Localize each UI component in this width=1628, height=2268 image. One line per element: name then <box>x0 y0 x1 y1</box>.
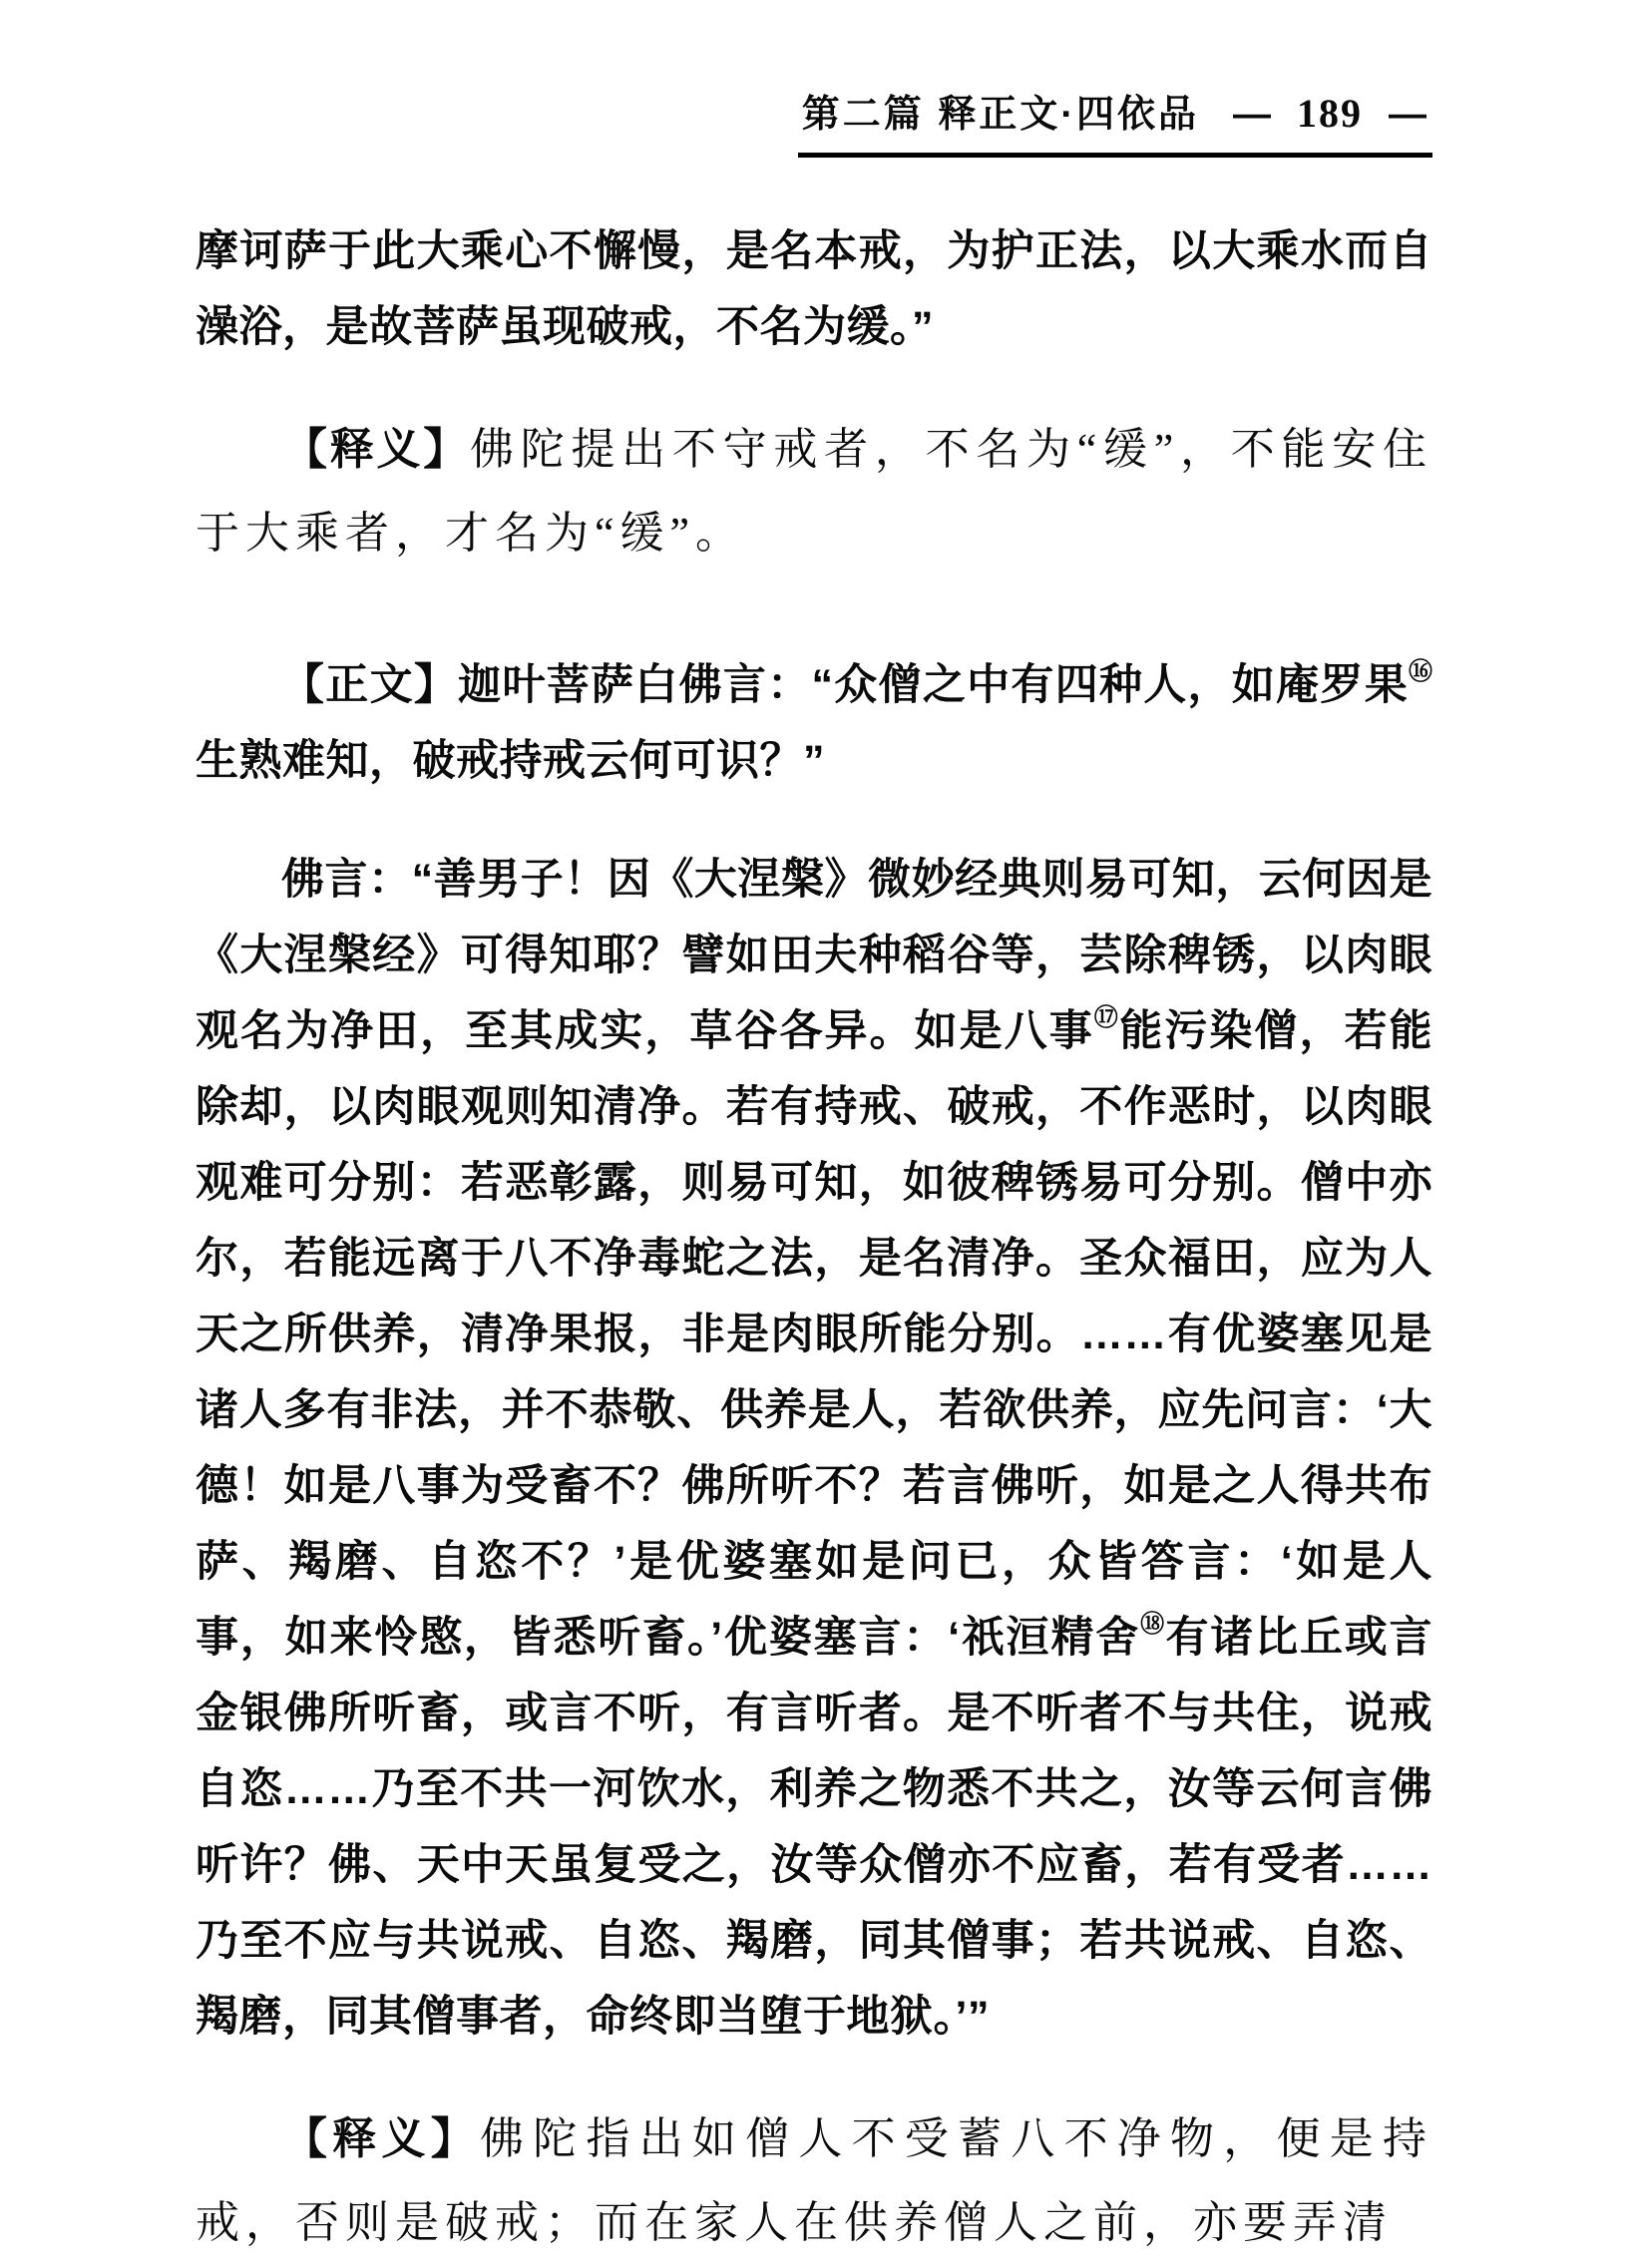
footnote-ref-16: ⑯ <box>1409 658 1433 685</box>
zhengwen-intro-text-b: 生熟难知，破戒持戒云何可识？” <box>196 737 825 785</box>
zhengwen-intro-text-a: 迦叶菩萨白佛言：“众僧之中有四种人，如庵罗果 <box>458 661 1410 709</box>
page-number: 189 <box>1297 91 1363 136</box>
zhengwen-body-text-a: 佛言：“善男子！因《大涅槃》微妙经典则易可知，云何因是《大涅槃经》可得知耶？譬如田夫种稻谷等，芸除稗锈，以肉眼观名为净田，至其成实，草谷各异。如是八事 <box>196 856 1432 1055</box>
running-head <box>196 90 1432 158</box>
section-title: 第二篇 释正文·四依品 <box>801 94 1199 136</box>
shiyi-2-text: 佛陀指出如僧人不受蓄八不净物，便是持戒，否则是破戒；而在家人在供养僧人之前，亦要弄清 <box>196 2114 1432 2247</box>
paragraph-sutra-continuation <box>196 213 1432 365</box>
running-head-rule <box>798 90 1432 158</box>
page-number-dash-right: — <box>1389 94 1426 136</box>
zhengwen-body-text-b: 能污染僧，若能除却，以肉眼观则知清净。若有持戒、破戒，不作恶时，以肉眼观难可分别：若恶彰露，则易可知，如彼稗锈易可分别。僧中亦尔，若能远离于八不净毒蛇之法，是名清净。圣众福田，应为人天之所供养，清净果报，非是肉眼所能分别。……有优婆塞见是诸人多有非法，并不恭敬、供养是人，若欲供养，应先问言：‘大德！如是八事为受畜不？佛所听不？若言佛听，如是之人得共布萨、羯磨、自恣不？’是优婆塞如是问已，众皆答言：‘如是人事，如来怜愍，皆悉听畜。’优婆塞言：‘祇洹精舍 <box>196 1007 1433 1662</box>
paragraph-shiyi-2 <box>196 2097 1432 2265</box>
paragraph-zhengwen-intro <box>196 647 1432 799</box>
zhengwen-label: 【正文】 <box>281 661 459 709</box>
shiyi-label: 【释义】 <box>283 425 470 474</box>
sutra-continuation-text: 摩诃萨于此大乘心不懈慢，是名本戒，为护正法，以大乘水而自澡浴，是故菩萨虽现破戒，不名为缓。” <box>196 227 1432 351</box>
shiyi-1-text: 佛陀提出不守戒者，不名为“缓”，不能安住于大乘者，才名为“缓”。 <box>196 425 1433 558</box>
paragraph-shiyi-1 <box>196 408 1432 575</box>
footnote-ref-18: ⑱ <box>1140 1611 1166 1638</box>
paragraph-zhengwen-body <box>196 842 1432 2055</box>
footnote-ref-17: ⑰ <box>1093 1004 1120 1031</box>
shiyi-label-2: 【释义】 <box>283 2114 480 2163</box>
page-number-dash-left: — <box>1233 94 1271 136</box>
zhengwen-body-text-c: 有诸比丘或言金银佛所听畜，或言不听，有言听者。是不听者不与共住，说戒自恣……乃至不共一河饮水，利养之物悉不共之，汝等云何言佛听许？佛、天中天虽复受之，汝等众僧亦不应畜，若有受者……乃至不应与共说戒、自恣、羯磨，同其僧事；若共说戒、自恣、羯磨，同其僧事者，命终即当堕于地狱。’” <box>196 1614 1433 2041</box>
